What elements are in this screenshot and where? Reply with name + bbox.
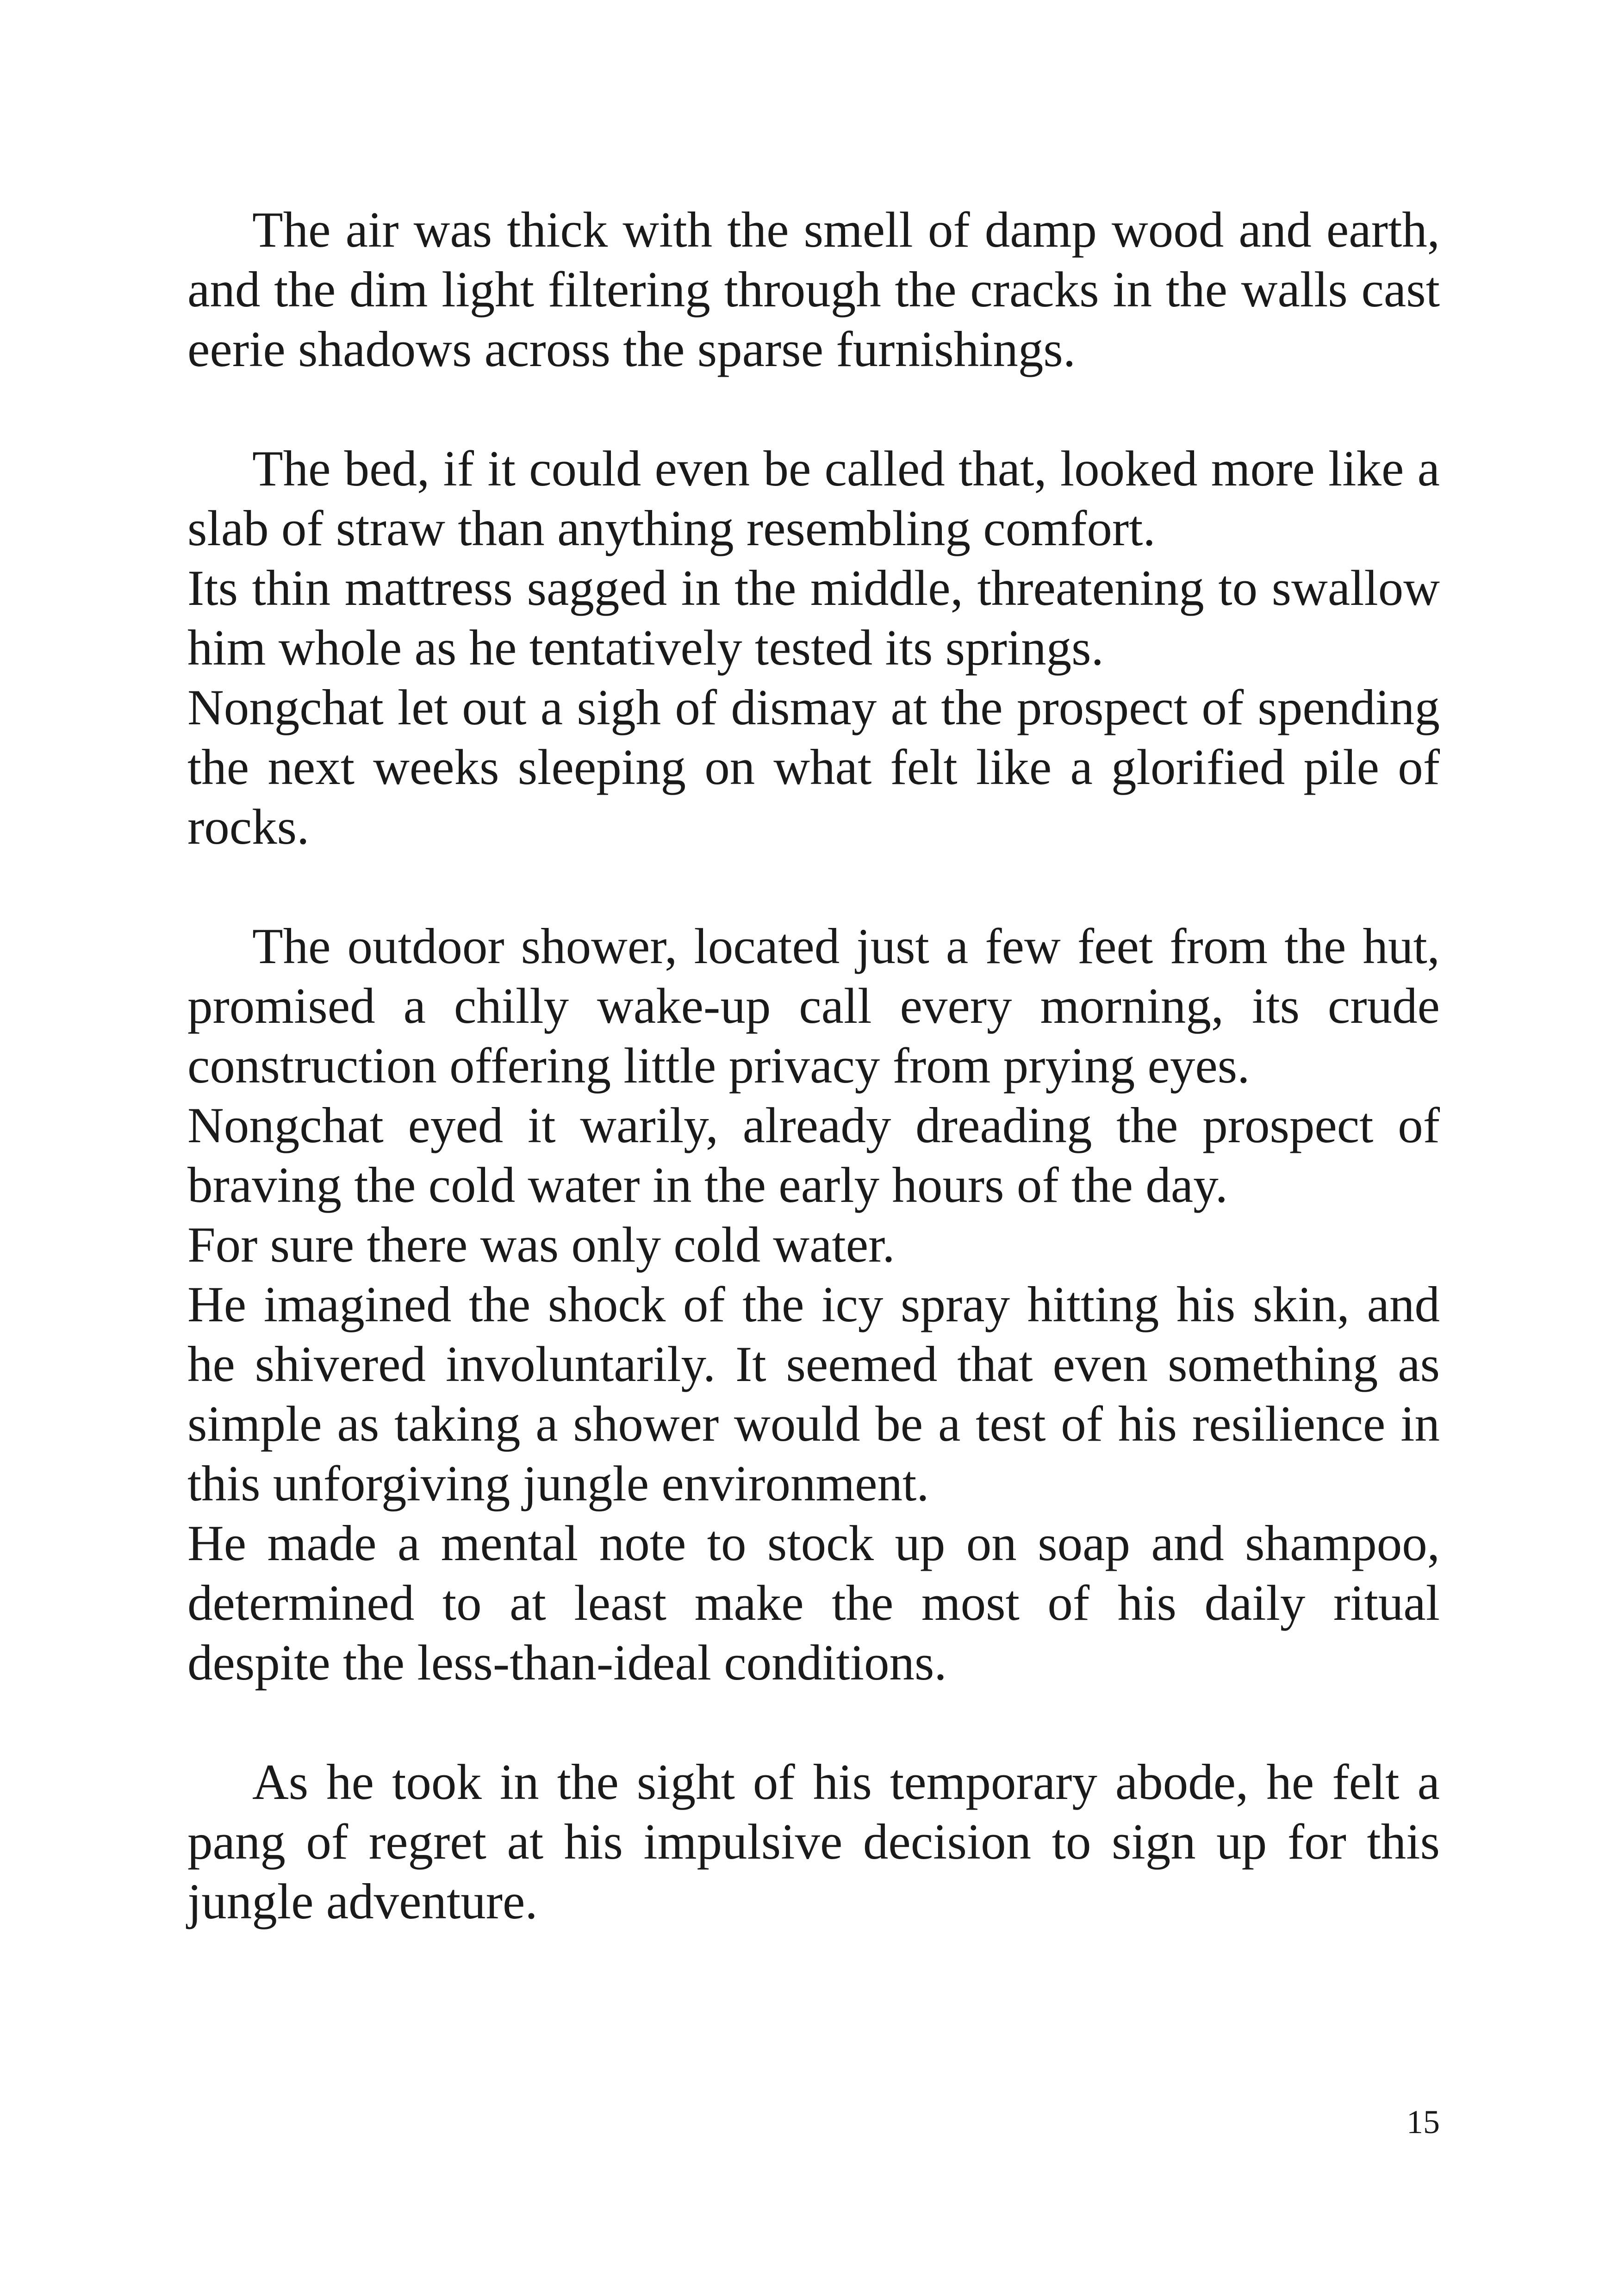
paragraph: Its thin mattress sagged in the middle, threatening to swallow him whole as he tentatively tested its springs. [187, 560, 1440, 676]
paragraph: He made a mental note to stock up on soap and shampoo, determined to at least make the most of his daily ritual despite the less-than-ideal conditions. [187, 1515, 1440, 1691]
paragraph: He imagined the shock of the icy spray hitting his skin, and he shivered involuntarily. It seemed that even something as simple as taking a shower would be a test of his resilience in this unforgiving jungle environment. [187, 1276, 1440, 1512]
page-number: 15 [1406, 2103, 1440, 2140]
paragraph: The air was thick with the smell of damp wood and earth, and the dim light filtering through the cracks in the walls cast eerie shadows across the sparse furnishings. [187, 202, 1440, 377]
paragraph-gap [187, 379, 1440, 439]
paragraph: For sure there was only cold water. [187, 1217, 895, 1273]
paragraph-gap [187, 1692, 1440, 1752]
paragraph: Nongchat let out a sigh of dismay at the prospect of spending the next weeks sleeping on what felt like a glorified pile of rocks. [187, 679, 1440, 855]
paragraph: The bed, if it could even be called that, looked more like a slab of straw than anything resembling comfort. [187, 441, 1440, 556]
paragraph: As he took in the sight of his temporary abode, he felt a pang of regret at his impulsive decision to sign up for this jungle adventure. [187, 1754, 1440, 1929]
paragraph: Nongchat eyed it warily, already dreading the prospect of braving the cold water in the early hours of the day. [187, 1097, 1440, 1213]
body-text [187, 200, 1440, 1931]
paragraph-gap [187, 857, 1440, 916]
paragraph: The outdoor shower, located just a few feet from the hut, promised a chilly wake-up call every morning, its crude construction offering little privacy from prying eyes. [187, 918, 1440, 1094]
